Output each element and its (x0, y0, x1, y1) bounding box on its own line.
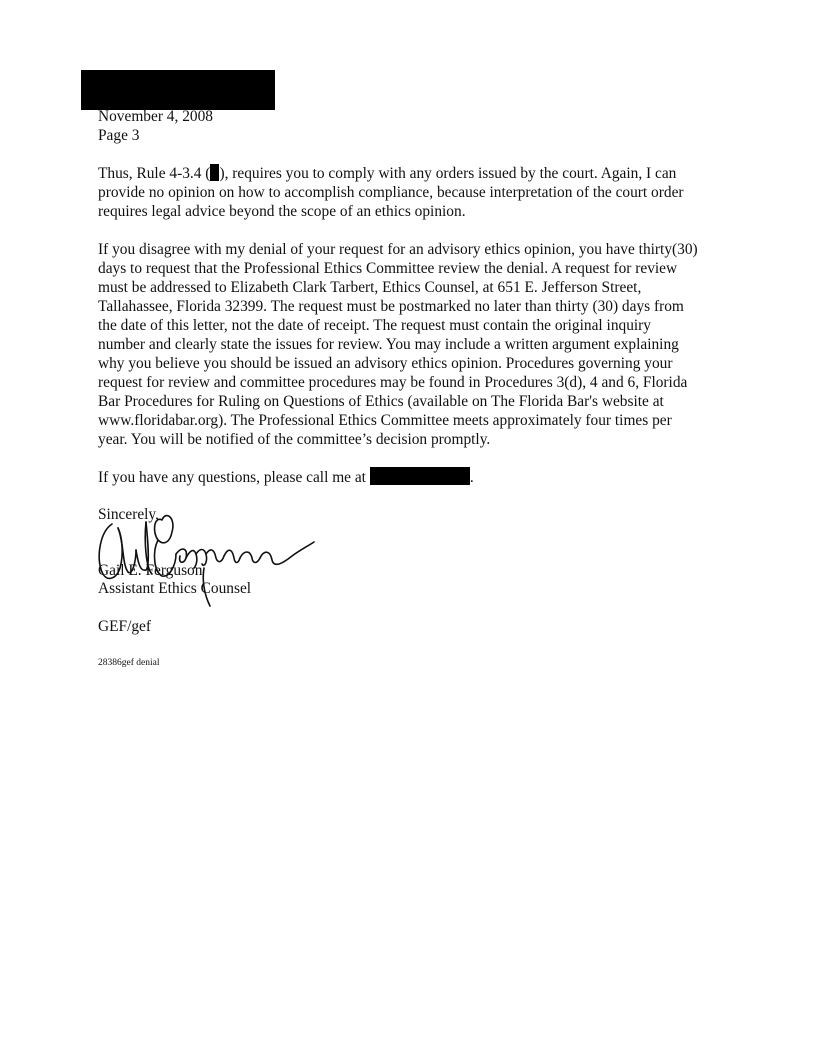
paragraph-2-line: year. You will be notified of the committee’s decision promptly. (98, 431, 491, 448)
paragraph-2-line: www.floridabar.org). The Professional Ethics Committee meets approximately four times per (98, 412, 672, 429)
paragraph-2-line: why you believe you should be issued an advisory ethics opinion. Procedures governing your (98, 355, 673, 372)
signer-name: Gail E. Ferguson (98, 562, 203, 579)
paragraph-2-line: number and clearly state the issues for review. You may include a written argument explaining (98, 336, 679, 353)
paragraph-2 (98, 240, 724, 449)
letter-date: November 4, 2008 (98, 108, 213, 125)
paragraph-1-line-2: provide no opinion on how to accomplish compliance, because interpretation of the court order (98, 184, 684, 201)
paragraph-3 (98, 467, 724, 487)
paragraph-1-line-3: requires legal advice beyond the scope of an ethics opinion. (98, 203, 466, 220)
paragraph-1-text-b: ), requires you to comply with any orders issued by the court. Again, I can (219, 165, 677, 182)
paragraph-2-line: request for review and committee procedures may be found in Procedures 3(d), 4 and 6, Florida (98, 374, 688, 391)
paragraph-1-text-a: Thus, Rule 4-3.4 ( (98, 165, 211, 182)
file-code: 28386gef denial (98, 658, 160, 668)
paragraph-2-line: days to request that the Professional Ethics Committee review the denial. A request for review (98, 260, 678, 277)
paragraph-2-line: Bar Procedures for Ruling on Questions of Ethics (available on The Florida Bar's website at (98, 393, 664, 410)
paragraph-2-line: the date of this letter, not the date of receipt. The request must contain the original inquiry (98, 317, 651, 334)
paragraph-2-line: Tallahassee, Florida 32399. The request must be postmarked no later than thirty (30) days from (98, 298, 684, 315)
paragraph-2-line: must be addressed to Elizabeth Clark Tarbert, Ethics Counsel, at 651 E. Jefferson Street, (98, 279, 642, 296)
paragraph-2-line: If you disagree with my denial of your request for an advisory ethics opinion, you have thirty(30) (98, 241, 698, 258)
signer-title: Assistant Ethics Counsel (98, 580, 252, 597)
paragraph-3-period: . (469, 469, 474, 486)
paragraph-1-line-1 (98, 164, 724, 183)
page-number: Page 3 (98, 127, 140, 144)
reference-initials: GEF/gef (98, 618, 152, 635)
closing-salutation: Sincerely, (98, 506, 159, 523)
paragraph-3-line (98, 467, 724, 487)
redaction-phone-number (370, 467, 470, 485)
paragraph-3-text: If you have any questions, please call me at (98, 469, 366, 486)
paragraph-1 (98, 164, 724, 221)
redaction-recipient (81, 70, 275, 110)
